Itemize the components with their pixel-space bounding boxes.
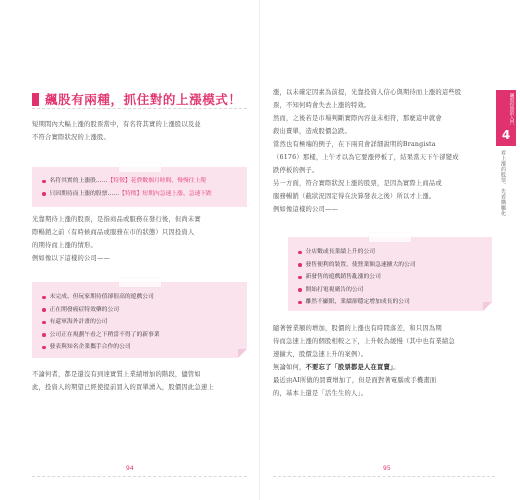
- footer-divider: [273, 476, 495, 477]
- chapter-tab-title: 飆股投資的入門: [509, 93, 514, 125]
- text-line: 殺出賣單，造成股價急跌。: [273, 128, 351, 135]
- text-line: 然而，之後若是市場判斷實際內容並未相符，那麼這中就會: [273, 115, 442, 122]
- list-item: [42, 316, 237, 329]
- text-line: 短期間內大幅上漲的股票當中，有名符其實的上漲股以及並: [32, 121, 201, 128]
- emphasis-text: 不要忘了「股票都是人在買賣」: [305, 364, 394, 371]
- list-item-highlight: 【特徵】花費數個月時間、慢慢往上爬: [107, 178, 207, 184]
- text-line: 的期待而上漲的情形。: [32, 242, 97, 249]
- bullet-icon: [298, 276, 302, 280]
- text-line: 例如像以下這樣的公司——: [32, 255, 110, 262]
- emphasis-suffix: 。: [393, 364, 400, 371]
- chapter-tab: [496, 90, 516, 146]
- list-item: [298, 259, 482, 272]
- text-line: 漲，以未確定因素為前提，光靠投資人信心與期待而上漲的這些股: [273, 89, 462, 96]
- chapter-subtitle: 看上漲的股票、先看購屬化: [500, 150, 506, 216]
- section-heading-text: 飆股有兩種，抓住對的上漲模式！: [45, 92, 242, 107]
- list-item: [42, 175, 237, 188]
- bullet-icon: [298, 301, 302, 305]
- list-item: [42, 304, 237, 317]
- list-item: [42, 291, 237, 304]
- list-item-text: 離然不顯眼，業績卻穩定增加成長的公司: [305, 299, 410, 305]
- text-line: 跌停板的例子。: [273, 167, 319, 174]
- bullet-icon: [42, 321, 46, 325]
- list-item: [42, 329, 237, 342]
- list-item-text: 發售便利的裝置，使營業額急速擴大的公司: [305, 261, 416, 268]
- text-line: 光靠期待上漲的股票，是指商品或服務在發行後，但尚未實: [32, 216, 201, 223]
- emphasis-line: [273, 361, 455, 374]
- text-line: 不符合實際狀況的上漲股。: [32, 134, 110, 141]
- text-line: 最近由AI所做的買賣增加了，但是面對著電腦或手機畫面: [273, 377, 437, 384]
- list-item: [42, 341, 237, 354]
- right-page: [260, 0, 520, 500]
- list-item-text: 未完成、但玩家期待值卻很高的遊戲公司: [49, 294, 154, 300]
- list-item: [298, 284, 482, 297]
- bullet-icon: [298, 288, 302, 292]
- text-line: （6176）那樣，上午才以為它要漲停板了，結果當天下午卻變成: [273, 154, 459, 161]
- bullet-icon: [42, 333, 46, 337]
- page-fold-decoration: [238, 349, 247, 358]
- left-paragraph-2: [32, 213, 201, 265]
- tape-decoration: [119, 163, 161, 172]
- right-paragraph-1: [273, 86, 461, 216]
- list-item-text: 發表與知名企業攜手合作的公司: [49, 344, 131, 350]
- right-paragraph-2: [273, 322, 455, 400]
- list-item-text: 新發售的遊戲銷售亂漲的公司: [305, 274, 381, 280]
- bullet-icon: [42, 296, 46, 300]
- page-number-right: 95: [383, 465, 391, 472]
- bullet-icon: [298, 263, 302, 267]
- left-paragraph-1: [32, 118, 201, 144]
- text-line: 際暢銷之前（有時候商品或服務在市的狀態）只因投資人: [32, 229, 195, 236]
- list-item: [298, 246, 482, 259]
- heading-divider: [32, 108, 247, 109]
- chapter-number: 4: [501, 128, 511, 142]
- example-box: [288, 237, 492, 311]
- text-line: 例如像這樣的公司——: [273, 206, 338, 213]
- text-line: 服務暢銷（截狀況固定得在決算發表之後）所以才上漲。: [273, 193, 436, 200]
- text-line: 不論何者，都是還沒有到達實質上業績增加的階段，儘管如: [32, 371, 201, 378]
- text-line: 速擴大，股價急速上升的案例）。: [273, 351, 368, 358]
- bullet-icon: [42, 180, 46, 184]
- text-line: 票，不知何時會失去上漲的特效。: [273, 102, 371, 109]
- heading-marker: [32, 93, 39, 106]
- footer-divider: [32, 476, 247, 477]
- emphasis-prefix: 無論如何，: [273, 364, 306, 371]
- left-paragraph-3: [32, 368, 214, 394]
- example-box: [32, 282, 247, 358]
- text-line: 另一方面，符合實際狀況上漲的股票，是因為實際上商品或: [273, 180, 442, 187]
- list-item: [42, 188, 237, 201]
- text-line: 此，投資人的期望已經使提前買入的買單湧入，股價因此急速上: [32, 384, 214, 391]
- bullet-icon: [42, 308, 46, 312]
- tape-decoration: [119, 278, 161, 287]
- bullet-icon: [42, 192, 46, 196]
- tape-decoration: [369, 233, 411, 242]
- list-item-text: 開始打電視廣告的公司: [305, 286, 364, 293]
- text-line: 的，基本上還是「活生生的人」。: [273, 390, 368, 397]
- bullet-icon: [42, 346, 46, 350]
- feature-box: [32, 167, 247, 207]
- page-number-left: 94: [126, 465, 134, 472]
- list-item-prefix: 名符其實的上漲股……: [49, 178, 108, 184]
- text-line: 當然也有極端的例子，在下兩頁會詳細說明的Brangista: [273, 141, 436, 148]
- list-item-text: 分店數或長業績上升的公司: [305, 249, 376, 255]
- list-item-prefix: 只因期待而上漲的股票……: [49, 190, 120, 197]
- text-line: 待而急速上漲的個股相較之下，上升較為緩慢（其中也有業績急: [273, 338, 455, 345]
- list-item-text: 有還軍海外計畫的公司: [49, 319, 108, 325]
- page-fold-decoration: [483, 302, 492, 311]
- bullet-icon: [298, 251, 302, 255]
- list-item-text: 正在開發癌症特效藥的公司: [49, 306, 120, 313]
- list-item-text: 公司正在規劃午看之下稍當不得了的新事業: [49, 331, 160, 338]
- text-line: 隨著營業額的增加，股價的上漲也有時間落差，和只因為期: [273, 325, 442, 332]
- section-heading: [32, 90, 247, 108]
- list-item: [298, 296, 482, 309]
- list-item-highlight: 【特徵】短期內急速上漲、急速下跌: [119, 190, 212, 197]
- list-item: [298, 271, 482, 284]
